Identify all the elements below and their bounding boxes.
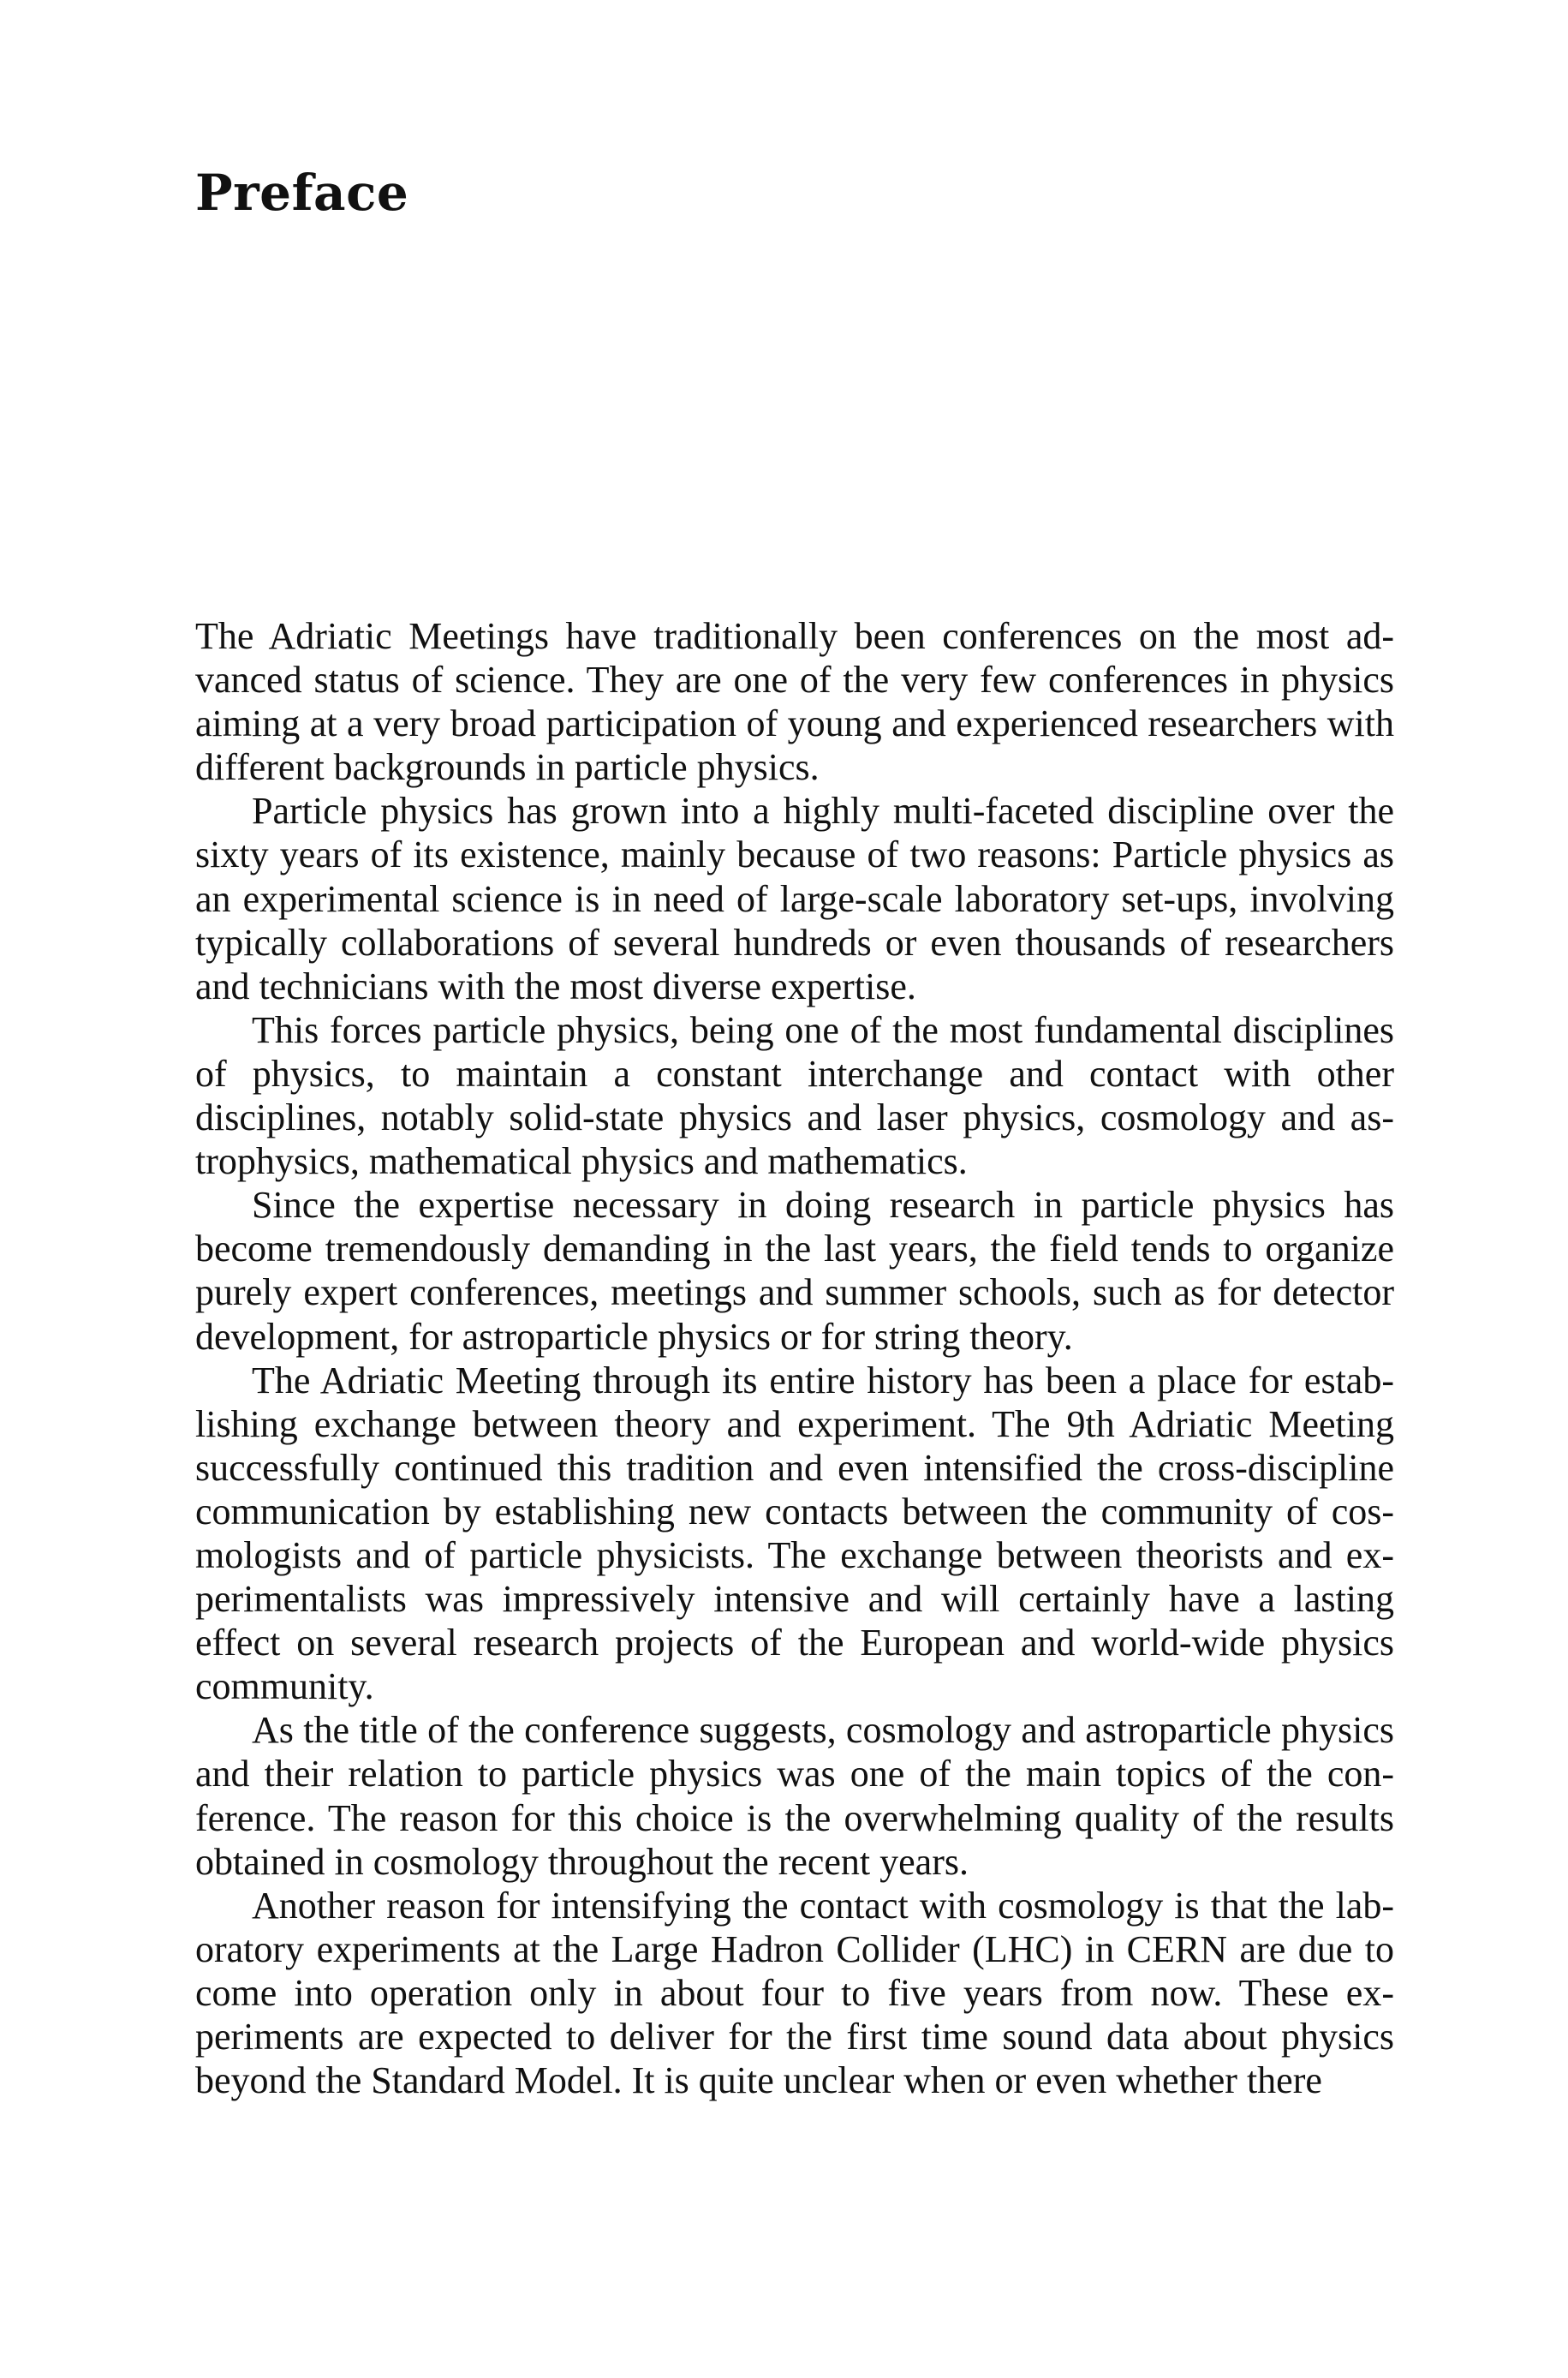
paragraph: As the title of the conference suggests, cosmology and astroparticle physics and their relation to particle physics was one of the main topics of the conference. The reason for this choice is the overwhelming quality of the results obtained in cosmology throughout the recent years.: [195, 1709, 1394, 1883]
preface-body: [195, 614, 1394, 2102]
paragraph: This forces particle physics, being one of the most fundamental disciplines of physics, to maintain a constant interchange and contact with other disciplines, notably solid-state physics and laser physics, cosmology and astrophysics, mathematical physics and mathematics.: [195, 1008, 1394, 1183]
paragraph: Particle physics has grown into a highly multi-faceted discipline over the sixty years of its existence, mainly because of two reasons: Particle physics as an experimental science is in need of large-scale laboratory set-ups, involving typically collaborations of several hundreds or even thousands of researchers and technicians with the most diverse expertise.: [195, 790, 1394, 1007]
paragraph: The Adriatic Meeting through its entire history has been a place for establishing exchange between theory and experiment. The 9th Adriatic Meeting successfully continued this tradition and even intensified the cross-discipline communication by establishing new contacts between the community of cosmologists and of particle physicists. The exchange between theorists and experimentalists was impressively intensive and will certainly have a lasting effect on several research projects of the European and world-wide physics community.: [195, 1359, 1394, 1708]
paragraph: Since the expertise necessary in doing research in particle physics has become tremendously demanding in the last years, the field tends to organize purely expert conferences, meetings and summer schools, such as for detector development, for astroparticle physics or for string theory.: [195, 1184, 1394, 1358]
page-title: Preface: [195, 164, 409, 222]
paragraph: The Adriatic Meetings have traditionally been conferences on the most advanced status of science. They are one of the very few conferences in physics aiming at a very broad participation of young and experienced researchers with different backgrounds in particle physics.: [195, 615, 1394, 789]
paragraph: Another reason for intensifying the contact with cosmology is that the laboratory experiments at the Large Hadron Collider (LHC) in CERN are due to come into operation only in about four to five years from now. These experiments are expected to deliver for the first time sound data about physics beyond the Standard Model. It is quite unclear when or even whether there: [195, 1884, 1394, 2102]
